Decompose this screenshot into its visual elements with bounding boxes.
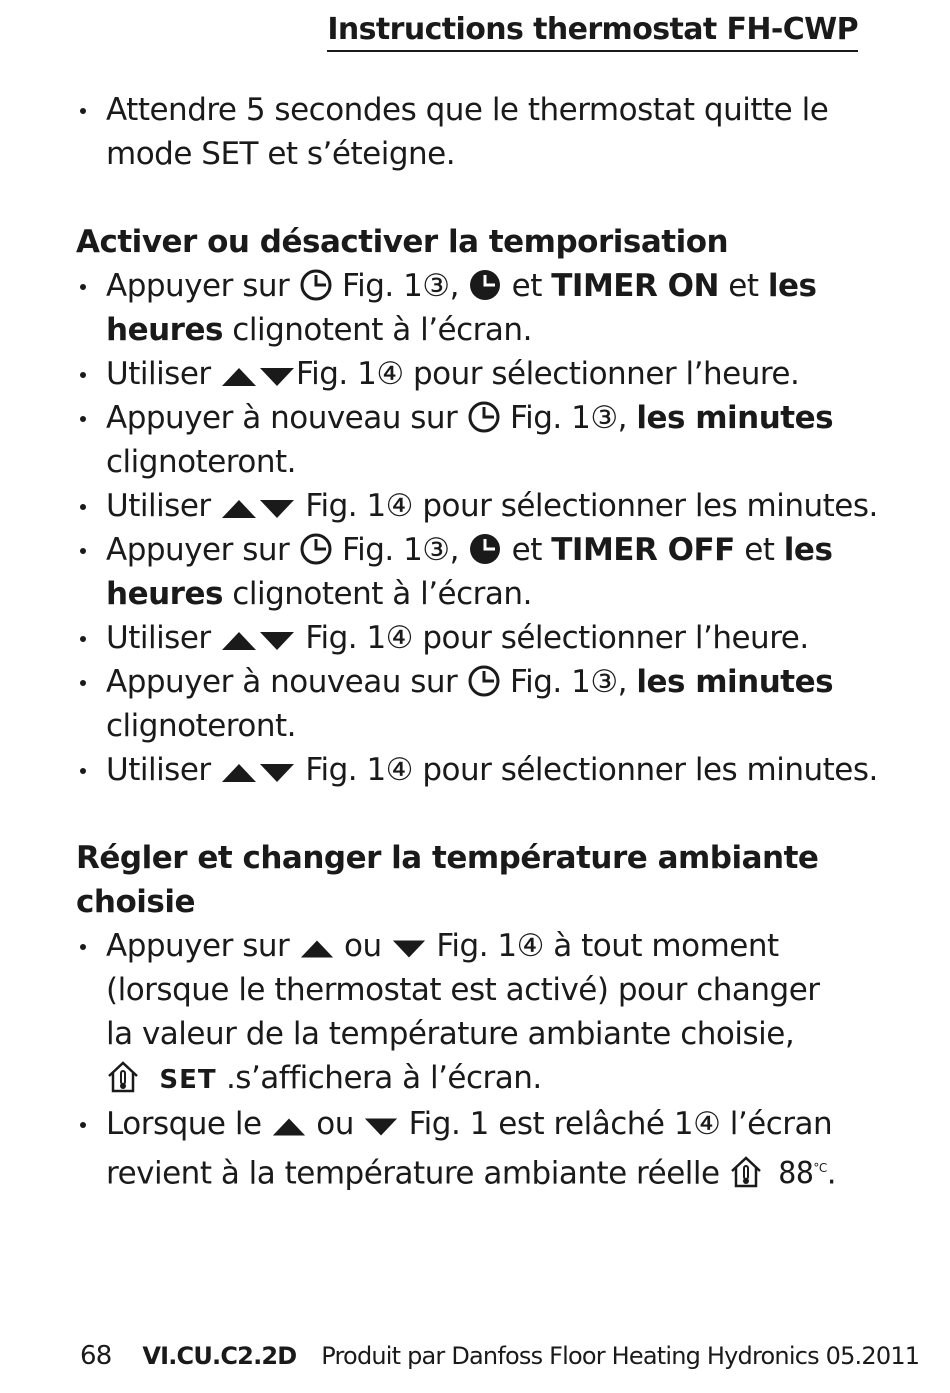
bullet-text: et: [511, 532, 542, 568]
bullet-text: Lorsque le: [106, 1106, 262, 1142]
bullet-text: Fig. 1④ pour sélectionner les minutes.: [305, 488, 878, 524]
bullet-text: la valeur de la température ambiante choisie,: [106, 1016, 795, 1052]
bullet-text: Fig. 1④ pour sélectionner l’heure.: [296, 356, 800, 392]
down-triangle-icon: [258, 364, 296, 390]
house-thermometer-icon: [729, 1155, 763, 1189]
bullet-bold-text: heures: [106, 312, 223, 348]
bullet-text: .s’affichera à l’écran.: [225, 1060, 542, 1096]
bullet-text: Fig. 1③,: [510, 400, 627, 436]
bullet-text: Utiliser: [106, 752, 211, 788]
bullet-text: Fig. 1④ pour sélectionner les minutes.: [305, 752, 878, 788]
lcd-display-unit: °C: [813, 1161, 827, 1175]
bullet-text: clignoteront.: [106, 444, 296, 480]
page-number: 68: [80, 1341, 112, 1371]
section2-heading: [76, 836, 876, 924]
down-triangle-icon: [363, 1114, 399, 1140]
bullet-text: Fig. 1④ pour sélectionner l’heure.: [305, 620, 809, 656]
bullet-text: Utiliser: [106, 356, 211, 392]
bullet-text: clignotent à l’écran.: [232, 576, 532, 612]
intro-bullet: [76, 88, 876, 176]
up-triangle-icon: [220, 364, 258, 390]
down-triangle-icon: [258, 496, 296, 522]
bullet-text: Appuyer sur: [106, 532, 290, 568]
clock-outline-icon: [467, 400, 501, 434]
clock-filled-icon: [468, 532, 502, 566]
page-content: [76, 88, 876, 1196]
up-triangle-icon: [220, 760, 258, 786]
house-thermometer-icon: [106, 1060, 140, 1094]
bullet-bold-text: les minutes: [636, 400, 834, 436]
bullet-text: Utiliser: [106, 620, 211, 656]
bullet-text: Fig. 1③,: [342, 268, 459, 304]
down-triangle-icon: [391, 936, 427, 962]
footer-text: Produit par Danfoss Floor Heating Hydronics 05.2011: [321, 1342, 920, 1370]
timer-on-label: TIMER ON: [551, 268, 719, 304]
select-hour-bullet: [76, 352, 876, 396]
bullet-text: Appuyer à nouveau sur: [106, 400, 458, 436]
bullet-text: Utiliser: [106, 488, 211, 524]
page-footer: [80, 1338, 919, 1374]
bullet-text: Appuyer sur: [106, 268, 290, 304]
minutes-bullet: [76, 396, 876, 484]
bullet-text: et: [744, 532, 775, 568]
bullet-text: Fig. 1③,: [510, 664, 627, 700]
timer-on-bullet: [76, 264, 876, 352]
bullet-text: revient à la température ambiante réelle: [106, 1155, 720, 1192]
select-minutes-bullet: [76, 748, 876, 792]
bullet-text: ou: [316, 1106, 354, 1142]
change-temperature-bullet: [76, 924, 876, 1102]
minutes-bullet: [76, 660, 876, 748]
bullet-text: et: [511, 268, 542, 304]
section2-heading-line2: choisie: [76, 884, 195, 920]
down-triangle-icon: [258, 628, 296, 654]
section1-heading: Activer ou désactiver la temporisation: [76, 224, 729, 260]
timer-off-bullet: [76, 528, 876, 616]
clock-filled-icon: [468, 268, 502, 302]
clock-outline-icon: [299, 532, 333, 566]
lcd-display-digits: 88: [778, 1156, 814, 1192]
bullet-text: Fig. 1④ à tout moment: [436, 928, 779, 964]
bullet-bold-text: les: [783, 532, 833, 568]
bullet-text: clignotent à l’écran.: [232, 312, 532, 348]
select-minutes-bullet: [76, 484, 876, 528]
intro-line1: Attendre 5 secondes que le thermostat quitte le: [106, 92, 829, 128]
bullet-text: Appuyer à nouveau sur: [106, 664, 458, 700]
bullet-text: et: [728, 268, 759, 304]
bullet-text: Appuyer sur: [106, 928, 290, 964]
section2-heading-line1: Régler et changer la température ambiante: [76, 840, 819, 876]
bullet-bold-text: les minutes: [636, 664, 834, 700]
up-triangle-icon: [271, 1114, 307, 1140]
timer-off-label: TIMER OFF: [551, 532, 735, 568]
select-hour-bullet: [76, 616, 876, 660]
clock-outline-icon: [467, 664, 501, 698]
set-label: SET: [159, 1065, 217, 1095]
release-button-bullet: [76, 1102, 876, 1196]
up-triangle-icon: [220, 496, 258, 522]
bullet-text: Fig. 1 est relâché 1④ l’écran: [408, 1106, 833, 1142]
intro-line2: mode SET et s’éteigne.: [106, 136, 456, 172]
bullet-bold-text: heures: [106, 576, 223, 612]
bullet-bold-text: les: [767, 268, 817, 304]
up-triangle-icon: [220, 628, 258, 654]
bullet-text: (lorsque le thermostat est activé) pour changer: [106, 972, 820, 1008]
bullet-text: ou: [344, 928, 382, 964]
document-code: VI.CU.C2.2D: [142, 1342, 297, 1370]
bullet-text: .: [826, 1155, 837, 1192]
bullet-text: clignoteront.: [106, 708, 296, 744]
clock-outline-icon: [299, 268, 333, 302]
up-triangle-icon: [299, 936, 335, 962]
page-header-title: Instructions thermostat FH-CWP: [327, 12, 858, 52]
bullet-text: Fig. 1③,: [342, 532, 459, 568]
down-triangle-icon: [258, 760, 296, 786]
